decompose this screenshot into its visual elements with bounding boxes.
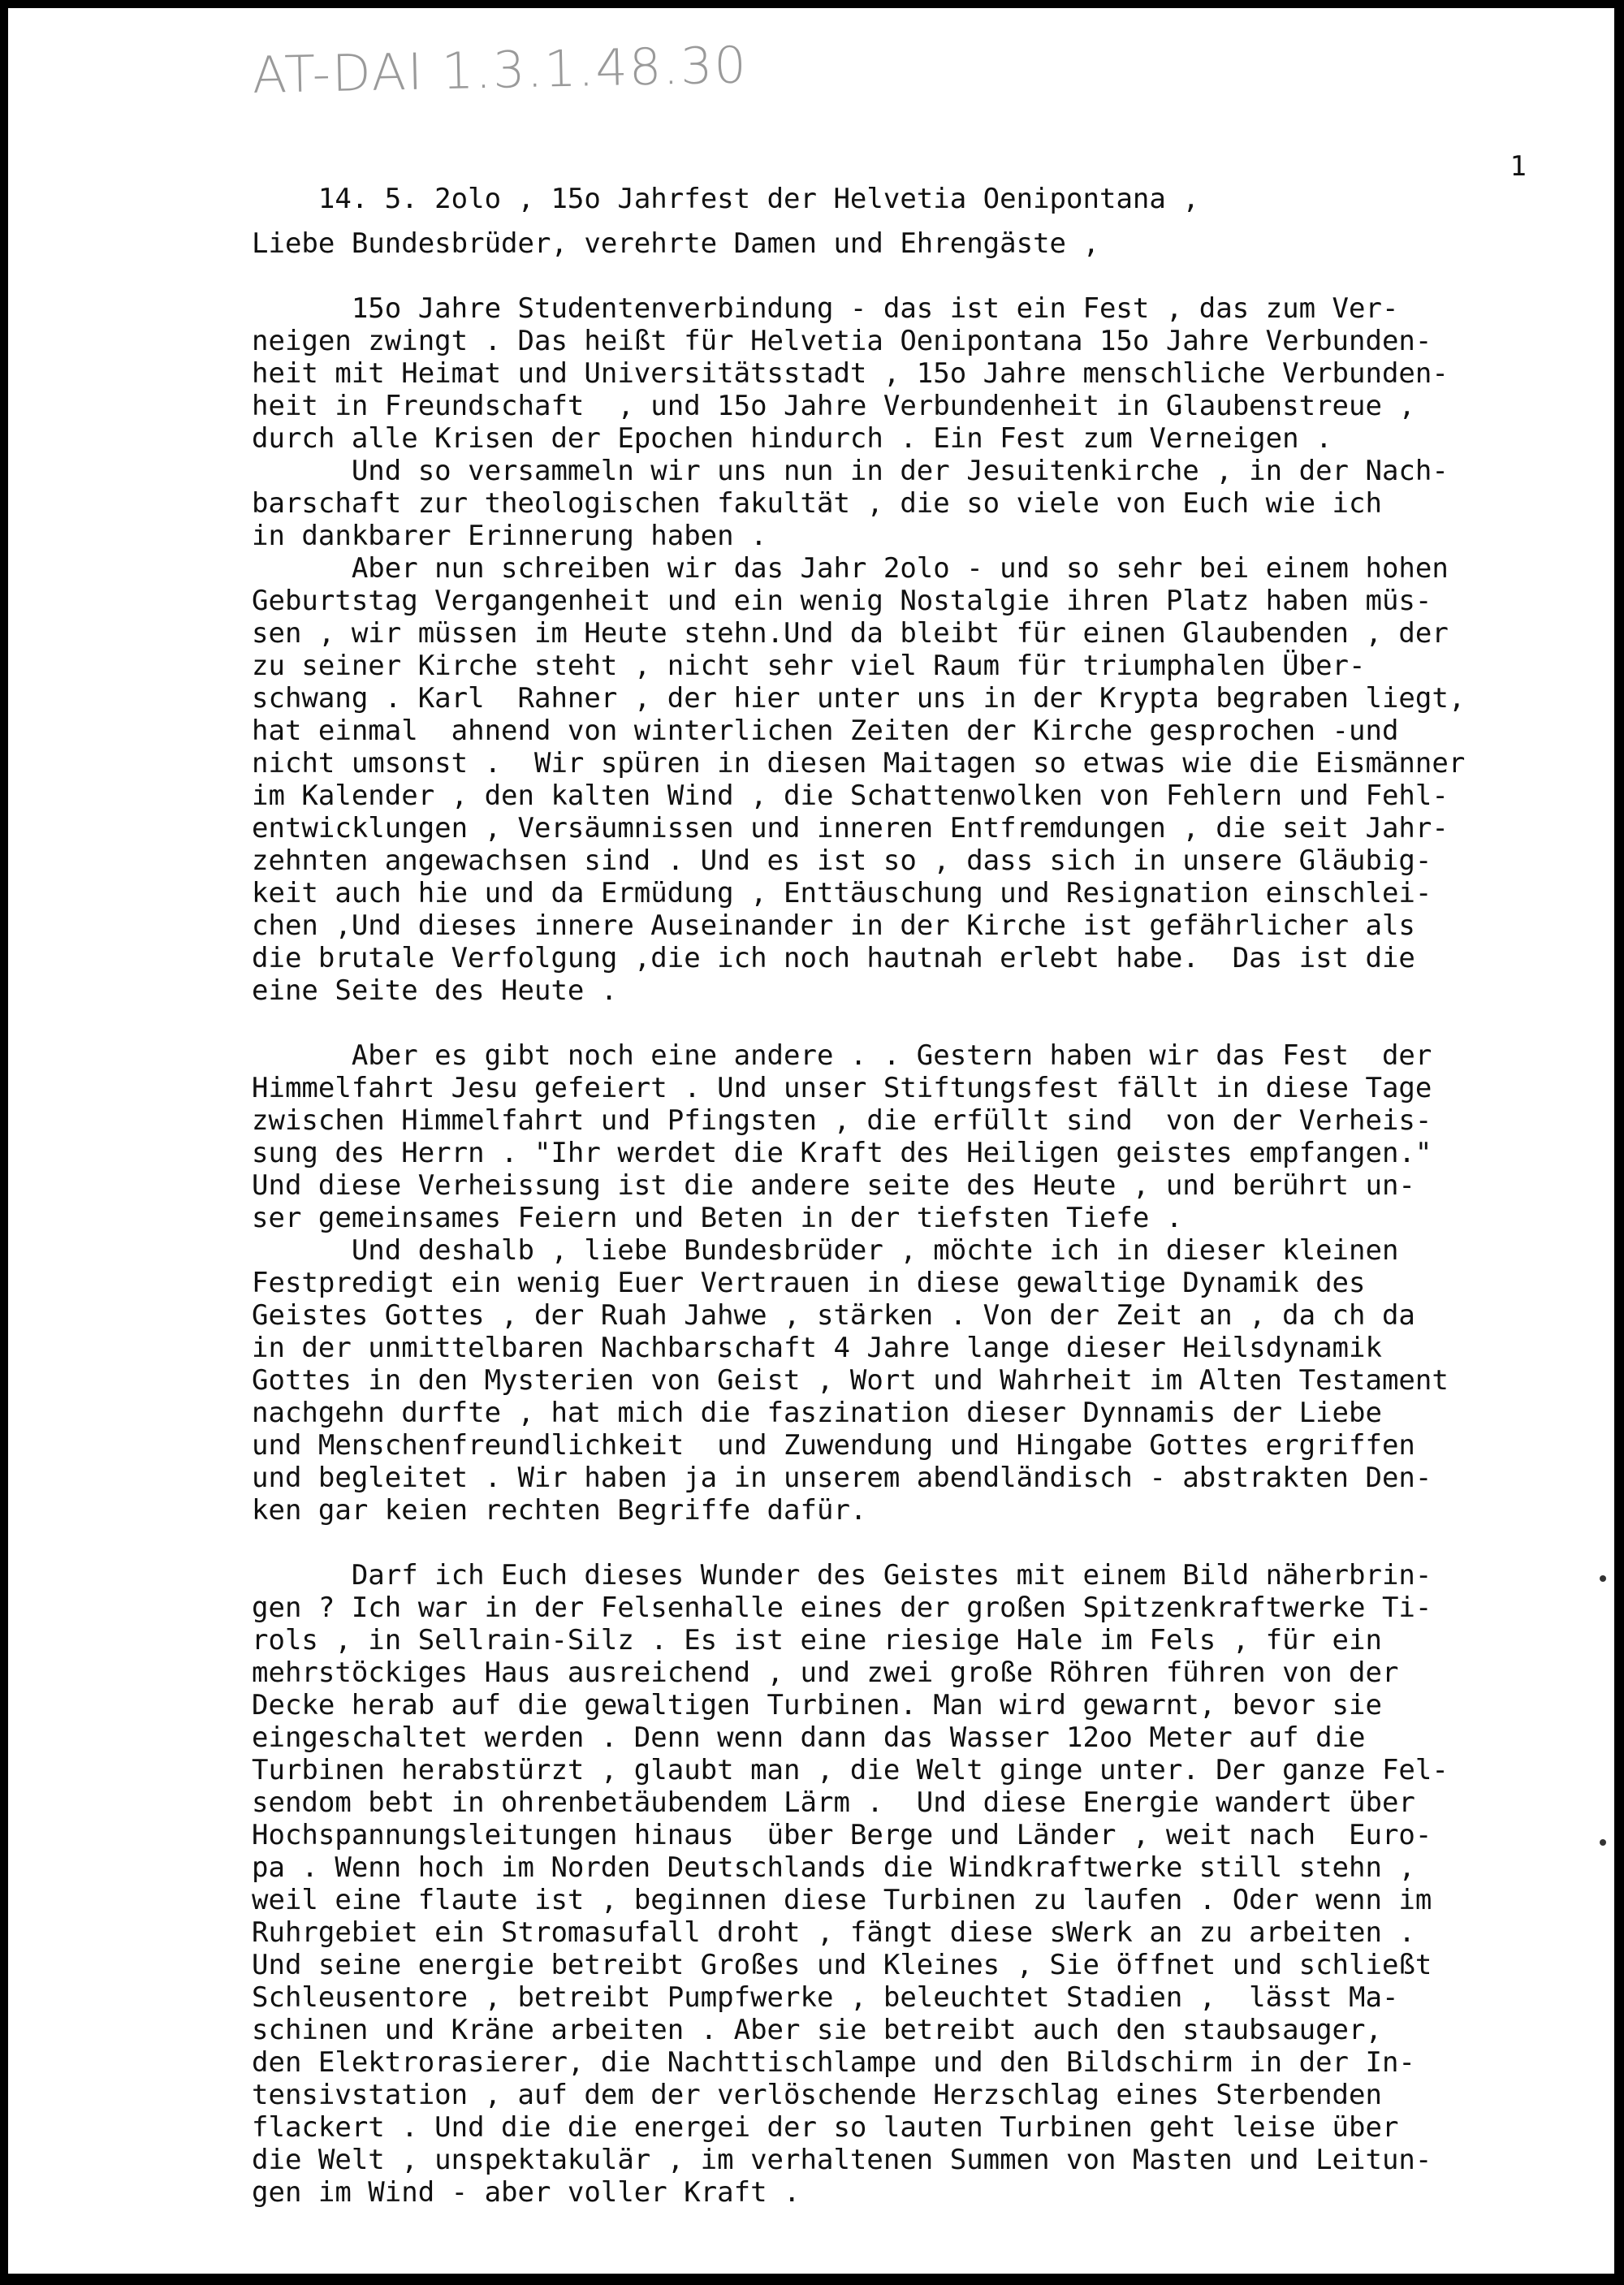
- margin-dot: [1600, 1575, 1606, 1582]
- text-line: gen ? Ich war in der Felsenhalle eines der großen Spitzenkraftwerke Ti-: [252, 1592, 1432, 1624]
- text-line: Decke herab auf die gewaltigen Turbinen. Man wird gewarnt, bevor sie: [252, 1689, 1382, 1721]
- text-line: schinen und Kräne arbeiten . Aber sie betreibt auch den staubsauger,: [252, 2014, 1382, 2046]
- text-line: Und deshalb , liebe Bundesbrüder , möchte ich in dieser kleinen: [252, 1234, 1399, 1267]
- text-line: und Menschenfreundlichkeit und Zuwendung und Hingabe Gottes ergriffen: [252, 1429, 1415, 1462]
- text-line: barschaft zur theologischen fakultät , die so viele von Euch wie ich: [252, 487, 1382, 520]
- text-line: rols , in Sellrain-Silz . Es ist eine riesige Hale im Fels , für ein: [252, 1624, 1382, 1657]
- text-line: schwang . Karl Rahner , der hier unter uns in der Krypta begraben liegt,: [252, 682, 1466, 715]
- document-page: [8, 8, 1614, 2274]
- text-line: heit in Freundschaft , und 15o Jahre Verbundenheit in Glaubenstreue ,: [252, 390, 1415, 422]
- text-line: gen im Wind - aber voller Kraft .: [252, 2176, 801, 2209]
- text-line: nicht umsonst . Wir spüren in diesen Maitagen so etwas wie die Eismänner: [252, 747, 1466, 780]
- text-line: 15o Jahre Studentenverbindung - das ist ein Fest , das zum Ver-: [252, 292, 1399, 325]
- paragraph-6: [252, 1559, 1624, 2209]
- text-line: im Kalender , den kalten Wind , die Schattenwolken von Fehlern und Fehl-: [252, 780, 1449, 812]
- text-line: Aber nun schreiben wir das Jahr 2olo - und so sehr bei einem hohen: [252, 552, 1449, 585]
- text-line: sen , wir müssen im Heute stehn.Und da bleibt für einen Glaubenden , der: [252, 617, 1449, 650]
- text-line: Und so versammeln wir uns nun in der Jesuitenkirche , in der Nach-: [252, 455, 1449, 487]
- text-line: Aber es gibt noch eine andere . . Gestern haben wir das Fest der: [252, 1039, 1432, 1072]
- text-line: tensivstation , auf dem der verlöschende Herzschlag eines Sterbenden: [252, 2079, 1382, 2111]
- text-line: zu seiner Kirche steht , nicht sehr viel Raum für triumphalen Über-: [252, 650, 1366, 682]
- text-line: Hochspannungsleitungen hinaus über Berge und Länder , weit nach Euro-: [252, 1819, 1432, 1851]
- text-line: ken gar keien rechten Begriffe dafür.: [252, 1494, 867, 1527]
- text-line: Geburtstag Vergangenheit und ein wenig Nostalgie ihren Platz haben müs-: [252, 585, 1432, 617]
- text-line: nachgehn durfte , hat mich die faszination dieser Dynnamis der Liebe: [252, 1397, 1382, 1429]
- text-line: sendom bebt in ohrenbetäubendem Lärm . Und diese Energie wandert über: [252, 1786, 1415, 1819]
- text-line: eingeschaltet werden . Denn wenn dann das Wasser 12oo Meter auf die: [252, 1721, 1366, 1754]
- text-line: sung des Herrn . "Ihr werdet die Kraft des Heiligen geistes empfangen.": [252, 1137, 1432, 1169]
- paragraph-4: [252, 1039, 1624, 1234]
- text-line: Festpredigt ein wenig Euer Vertrauen in diese gewaltige Dynamik des: [252, 1267, 1366, 1299]
- text-line: chen ,Und dieses innere Auseinander in der Kirche ist gefährlicher als: [252, 909, 1415, 942]
- text-line: Und diese Verheissung ist die andere seite des Heute , und berührt un-: [252, 1169, 1415, 1202]
- text-line: heit mit Heimat und Universitätsstadt , 15o Jahre menschliche Verbunden-: [252, 357, 1449, 390]
- text-line: keit auch hie und da Ermüdung , Enttäuschung und Resignation einschlei-: [252, 877, 1432, 909]
- text-line: zehnten angewachsen sind . Und es ist so , dass sich in unsere Gläubig-: [252, 844, 1432, 877]
- text-line: flackert . Und die die energei der so lauten Turbinen geht leise über: [252, 2111, 1399, 2144]
- text-line: ser gemeinsames Feiern und Beten in der tiefsten Tiefe .: [252, 1202, 1183, 1234]
- text-line: Und seine energie betreibt Großes und Kleines , Sie öffnet und schließt: [252, 1949, 1432, 1981]
- text-line: Darf ich Euch dieses Wunder des Geistes mit einem Bild näherbrin-: [252, 1559, 1432, 1592]
- text-line: durch alle Krisen der Epochen hindurch . Ein Fest zum Verneigen .: [252, 422, 1332, 455]
- text-line: Turbinen herabstürzt , glaubt man , die Welt ginge unter. Der ganze Fel-: [252, 1754, 1449, 1786]
- salutation: Liebe Bundesbrüder, verehrte Damen und Ehrengäste ,: [252, 227, 1099, 260]
- paragraph-5: [252, 1234, 1624, 1527]
- text-line: den Elektrorasierer, die Nachttischlampe und den Bildschirm in der In-: [252, 2046, 1415, 2079]
- margin-dot: [1600, 1839, 1606, 1846]
- paragraph-2: [252, 455, 1624, 552]
- text-line: Himmelfahrt Jesu gefeiert . Und unser Stiftungsfest fällt in diese Tage: [252, 1072, 1432, 1104]
- text-line: in dankbarer Erinnerung haben .: [252, 520, 767, 552]
- paragraph-3: [252, 552, 1624, 1007]
- text-line: die brutale Verfolgung ,die ich noch hautnah erlebt habe. Das ist die: [252, 942, 1415, 974]
- page-number: 1: [1510, 150, 1527, 183]
- text-line: die Welt , unspektakulär , im verhaltenen Summen von Masten und Leitun-: [252, 2144, 1432, 2176]
- text-line: weil eine flaute ist , beginnen diese Turbinen zu laufen . Oder wenn im: [252, 1884, 1432, 1916]
- text-line: mehrstöckiges Haus ausreichend , und zwei große Röhren führen von der: [252, 1657, 1399, 1689]
- text-line: eine Seite des Heute .: [252, 974, 618, 1007]
- text-line: Gottes in den Mysterien von Geist , Wort und Wahrheit im Alten Testament: [252, 1364, 1449, 1397]
- text-line: Schleusentore , betreibt Pumpfwerke , beleuchtet Stadien , lässt Ma-: [252, 1981, 1399, 2014]
- text-line: hat einmal ahnend von winterlichen Zeiten der Kirche gesprochen -und: [252, 715, 1399, 747]
- archive-signature: AT-DAI 1.3.1.48.30: [252, 35, 749, 105]
- document-body: [252, 227, 1624, 2209]
- text-line: und begleitet . Wir haben ja in unserem abendländisch - abstrakten Den-: [252, 1462, 1432, 1494]
- text-line: pa . Wenn hoch im Norden Deutschlands die Windkraftwerke still stehn ,: [252, 1851, 1415, 1884]
- paragraph-1: [252, 292, 1624, 455]
- text-line: in der unmittelbaren Nachbarschaft 4 Jahre lange dieser Heilsdynamik: [252, 1332, 1382, 1364]
- text-line: zwischen Himmelfahrt und Pfingsten , die erfüllt sind von der Verheis-: [252, 1104, 1432, 1137]
- text-line: neigen zwingt . Das heißt für Helvetia Oenipontana 15o Jahre Verbunden-: [252, 325, 1432, 357]
- text-line: entwicklungen , Versäumnissen und inneren Entfremdungen , die seit Jahr-: [252, 812, 1449, 844]
- header-title: 14. 5. 2olo , 15o Jahrfest der Helvetia Oenipontana ,: [317, 183, 1199, 215]
- text-line: Ruhrgebiet ein Stromasufall droht , fängt diese sWerk an zu arbeiten .: [252, 1916, 1415, 1949]
- text-line: Geistes Gottes , der Ruah Jahwe , stärken . Von der Zeit an , da ch da: [252, 1299, 1415, 1332]
